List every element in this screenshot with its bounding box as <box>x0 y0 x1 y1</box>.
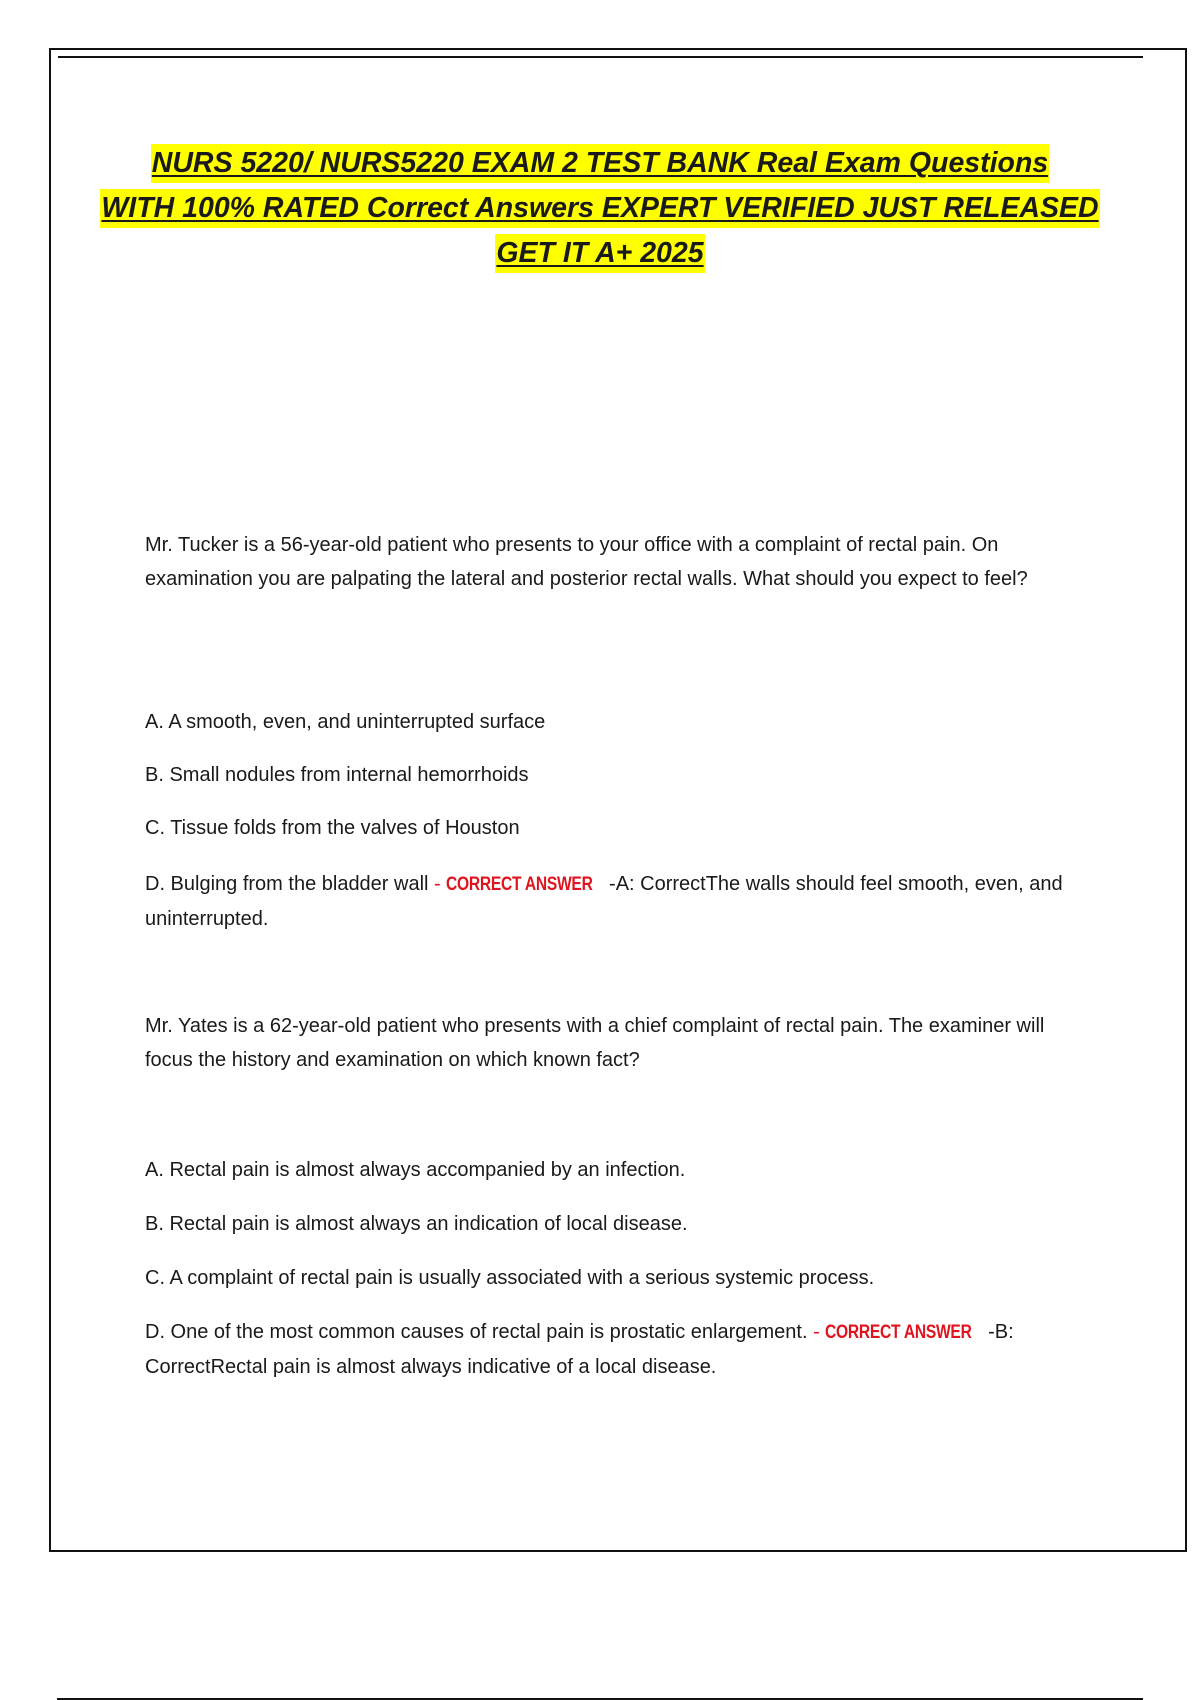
title-line-2: WITH 100% RATED Correct Answers EXPERT VERIFIED JUST RELEASED <box>100 189 1099 228</box>
question-1-option-c: C. Tissue folds from the valves of Houston <box>145 817 520 839</box>
question-1-answer-label: CORRECT ANSWER <box>446 874 593 895</box>
question-2-option-d <box>145 1315 1095 1384</box>
title-line-3: GET IT A+ 2025 <box>495 234 704 273</box>
question-2-option-a: A. Rectal pain is almost always accompanied by an infection. <box>145 1159 686 1181</box>
top-rule <box>58 56 1143 58</box>
question-1-option-d-text: D. Bulging from the bladder wall <box>145 873 429 895</box>
question-2-answer-label: CORRECT ANSWER <box>825 1322 972 1343</box>
question-1 <box>145 528 1095 596</box>
document-title <box>100 144 1100 279</box>
question-1-option-d <box>145 867 1095 936</box>
question-2-answer-text: -B: CorrectRectal pain is almost always indicative of a local disease. <box>145 1321 1014 1378</box>
question-2 <box>145 1009 1095 1077</box>
question-2-option-b: B. Rectal pain is almost always an indication of local disease. <box>145 1213 688 1235</box>
question-1-answer-text: -A: CorrectThe walls should feel smooth, even, and uninterrupted. <box>145 873 1063 930</box>
question-2-stem: Mr. Yates is a 62-year-old patient who presents with a chief complaint of rectal pain. The examiner will focus the history and examination on which known fact? <box>145 1015 1045 1071</box>
question-2-option-d-text: D. One of the most common causes of rectal pain is prostatic enlargement. <box>145 1321 808 1343</box>
question-2-option-c: C. A complaint of rectal pain is usually associated with a serious systemic process. <box>145 1267 875 1289</box>
question-1-option-a: A. A smooth, even, and uninterrupted surface <box>145 711 546 733</box>
question-1-answer-dash: - <box>428 873 447 895</box>
title-line-1: NURS 5220/ NURS5220 EXAM 2 TEST BANK Real Exam Questions <box>151 144 1049 183</box>
question-1-stem: Mr. Tucker is a 56-year-old patient who presents to your office with a complaint of rectal pain. On examination you are palpating the lateral and posterior rectal walls. What should you expect to feel? <box>145 534 1028 590</box>
question-1-option-b: B. Small nodules from internal hemorrhoids <box>145 764 529 786</box>
question-2-answer-dash: - <box>807 1321 826 1343</box>
